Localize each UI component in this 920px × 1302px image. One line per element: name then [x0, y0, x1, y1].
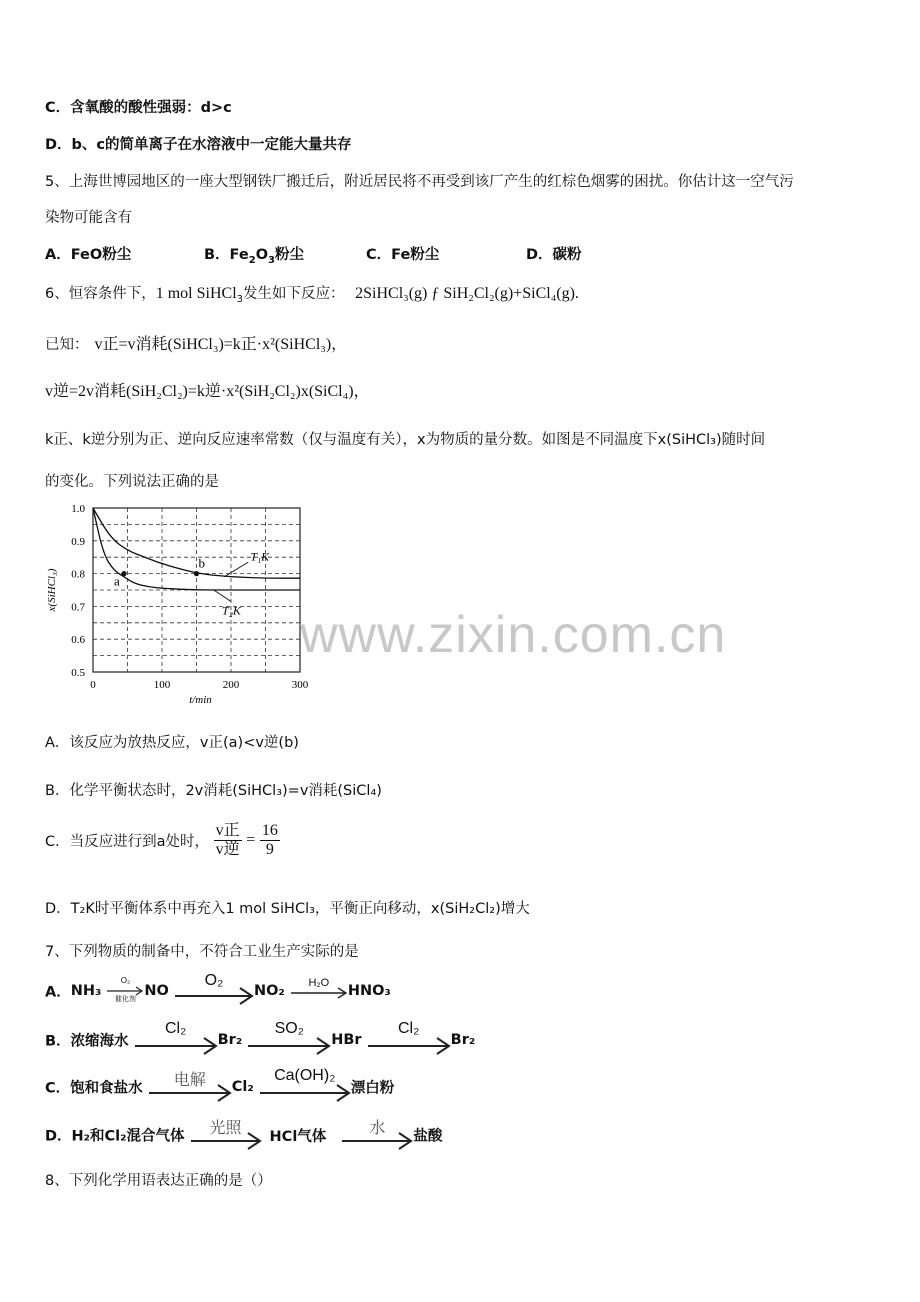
point-a — [121, 571, 126, 576]
y-tick-label: 0.9 — [71, 535, 85, 548]
arrow-icon: O₂ 催化剂 — [106, 976, 144, 1006]
q6-option-d: D．T₂K时平衡体系中再充入1 mol SiHCl₃，平衡正向移动，x(SiH₂Cl₂)增大 — [45, 901, 530, 917]
q4-option-d: D．b、c的简单离子在水溶液中一定能大量共存 — [45, 137, 352, 153]
arrow-icon: H₂O — [290, 976, 348, 1006]
q5-stem-line1: 5、上海世博园地区的一座大型钢铁厂搬迁后，附近居民将不再受到该厂产生的红棕色烟雾的困扰。你估计这一空气污 — [45, 174, 794, 190]
q7-option-a: A．NH₃ O₂ 催化剂 NO O₂ NO₂ H₂O HNO₃ — [45, 976, 391, 1010]
q6-reaction-equation: 2SiHCl₃(g) ƒ SiH₂Cl₂(g)+SiCl₄(g). — [355, 285, 579, 302]
x-tick-label: 200 — [222, 679, 240, 691]
series-label-t2: T₂K — [222, 603, 241, 618]
q5-option-d: D．碳粉 — [526, 247, 582, 263]
q6-reverse-rate: v逆=2v消耗(SiH₂Cl₂)=k逆·x²(SiH₂Cl₂)x(SiCl₄)， — [45, 383, 370, 400]
q6-option-a: A．该反应为放热反应，v正(a)<v逆(b) — [45, 735, 299, 751]
q7-stem: 7、下列物质的制备中，不符合工业生产实际的是 — [45, 944, 359, 960]
y-tick-label: 0.6 — [71, 634, 85, 647]
point-label-a: a — [114, 573, 120, 589]
q7-option-d: D．H₂和Cl₂混合气体 光照 HCl气体 水 盐酸 — [45, 1119, 442, 1153]
rate-ratio-fraction: $\frac{\text{v正}}{\text{v逆}}$ — [215, 822, 240, 858]
y-tick-label: 0.5 — [71, 667, 85, 679]
arrow-icon: 电解 — [148, 1071, 232, 1103]
x-tick-label: 300 — [291, 679, 309, 691]
q5-option-c: C．Fe粉尘 — [366, 247, 440, 263]
point-b — [194, 571, 199, 576]
y-tick-label: 0.7 — [71, 601, 85, 614]
arrow-icon: Ca(OH)₂ — [259, 1071, 351, 1103]
q8-stem: 8、下列化学用语表达正确的是（） — [45, 1173, 272, 1189]
arrow-icon: 水 — [341, 1119, 413, 1151]
q5-option-b: B．$Fe_2O_3$粉尘 — [204, 247, 304, 266]
series-label-leader — [214, 590, 231, 601]
q6-description-line2: 的变化。下列说法正确的是 — [45, 474, 219, 490]
q6-stem: 6、恒容条件下，1 mol SiHCl$_3$发生如下反应： 2SiHCl₃(g) ƒ SiH₂Cl₂(g)+SiCl₄(g). — [45, 285, 579, 305]
arrow-icon: 光照 — [190, 1119, 262, 1151]
arrow-icon: O₂ — [174, 976, 254, 1006]
q6-forward-rate: 已知： v正=v消耗(SiHCl₃)=k正·x²(SiHCl₃)， — [45, 336, 348, 353]
y-tick-label: 1.0 — [71, 503, 85, 515]
series-label-t1: T₁K — [250, 549, 270, 564]
x-tick-label: 0 — [90, 679, 96, 691]
y-axis-label: x(SiHCl₃) — [46, 568, 58, 612]
point-label-b: b — [198, 555, 205, 571]
q5-option-a: A．FeO粉尘 — [45, 247, 132, 263]
arrow-icon: Cl₂ — [134, 1024, 218, 1056]
watermark: www.zixin.com.cn — [300, 606, 727, 664]
series-label-leader — [224, 562, 248, 577]
x-tick-label: 100 — [153, 679, 171, 691]
arrow-icon: SO₂ — [247, 1024, 331, 1056]
y-tick-label: 0.8 — [71, 568, 85, 581]
arrow-icon: Cl₂ — [367, 1024, 451, 1056]
q6-description-line1: k正、k逆分别为正、逆向反应速率常数（仅与温度有关），x为物质的量分数。如图是不同温度下x(SiHCl₃)随时间 — [45, 432, 766, 448]
q6-option-c: C．当反应进行到a处时， $\frac{\text{v正}}{\text{v逆}}$ = $\frac{16}{9}$ — [45, 822, 278, 858]
x-sihcl3-time-chart — [45, 498, 325, 716]
q4-option-c: C．含氧酸的酸性强弱：d>c — [45, 100, 232, 116]
q7-option-b: B．浓缩海水 Cl₂ Br₂ SO₂ HBr Cl₂ Br₂ — [45, 1024, 475, 1058]
q7-option-c: C．饱和食盐水 电解 Cl₂ Ca(OH)₂ 漂白粉 — [45, 1071, 394, 1105]
x-axis-label: t/min — [189, 694, 212, 706]
q6-option-b: B．化学平衡状态时，2v消耗(SiHCl₃)=v消耗(SiCl₄) — [45, 783, 382, 799]
q5-stem-line2: 染物可能含有 — [45, 210, 132, 226]
ratio-value-fraction: $\frac{16}{9}$ — [261, 822, 278, 858]
